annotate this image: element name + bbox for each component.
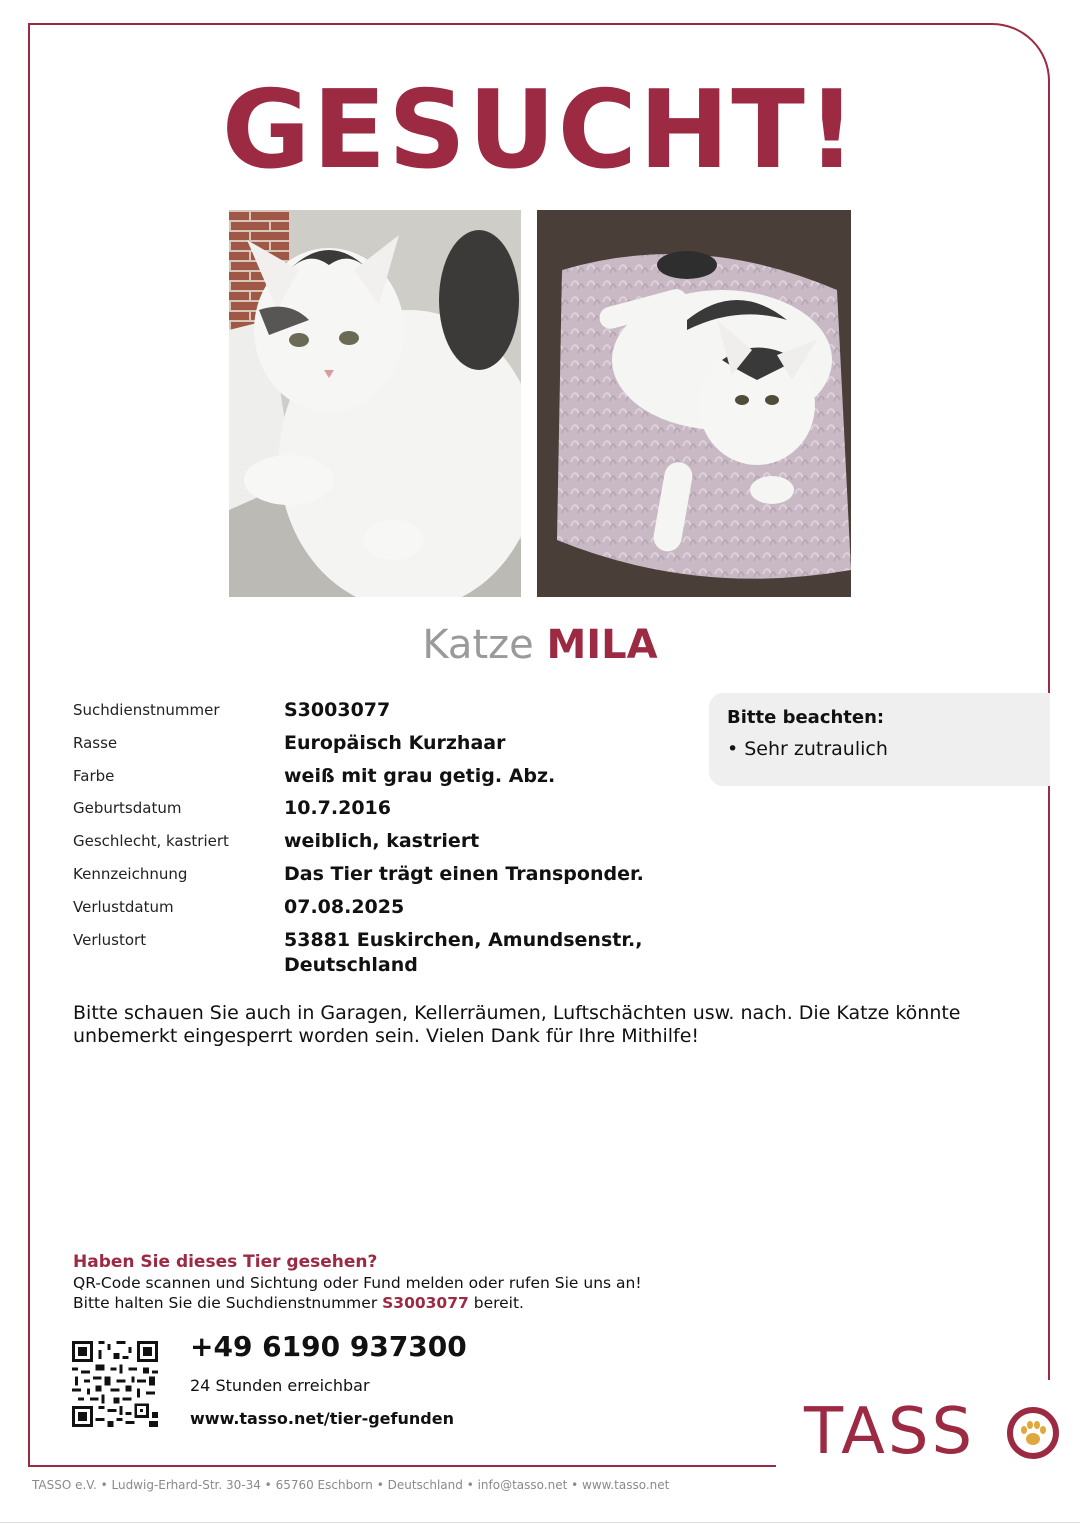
notice-title: Bitte beachten: — [727, 707, 885, 728]
website-link[interactable]: www.tasso.net/tier-gefunden — [190, 1409, 454, 1428]
detail-value — [284, 928, 642, 978]
detail-label: Rasse — [73, 734, 118, 752]
notice-box — [709, 693, 1050, 786]
detail-label: Kennzeichnung — [73, 865, 188, 883]
pet-name: MILA — [546, 622, 658, 668]
poster-frame-bottom — [28, 1465, 776, 1467]
detail-value: 10.7.2016 — [284, 797, 391, 819]
cta-search-number: S3003077 — [382, 1294, 469, 1313]
cta-line — [73, 1293, 773, 1313]
pet-species: Katze — [422, 622, 534, 668]
detail-label: Suchdienstnummer — [73, 701, 220, 719]
detail-value: weiblich, kastriert — [284, 830, 480, 852]
detail-value-line: Deutschland — [284, 954, 418, 977]
cta-line-prefix: Bitte halten Sie die Suchdienstnummer — [73, 1294, 378, 1313]
pet-title — [0, 621, 1080, 669]
detail-value: Das Tier trägt einen Transponder. — [284, 863, 644, 885]
cat-photo-window — [229, 210, 521, 597]
cta-line-suffix: bereit. — [473, 1294, 524, 1313]
call-to-action — [73, 1252, 773, 1314]
description-line: unbemerkt eingesperrt worden sein. Vielen Dank für Ihre Mithilfe! — [73, 1025, 700, 1048]
page-divider — [0, 1522, 1080, 1523]
description-line: Bitte schauen Sie auch in Garagen, Kellerräumen, Luftschächten usw. nach. Die Katze könnte — [73, 1002, 961, 1024]
description-text — [73, 1002, 973, 1048]
detail-label: Verlustort — [73, 931, 147, 949]
availability-text: 24 Stunden erreichbar — [190, 1376, 370, 1395]
detail-value-line: 53881 Euskirchen, Amundsenstr., — [284, 929, 643, 951]
detail-label: Geschlecht, kastriert — [73, 832, 229, 850]
paw-circle-icon — [1006, 1406, 1060, 1460]
cta-title: Haben Sie dieses Tier gesehen? — [73, 1252, 378, 1272]
detail-value: 07.08.2025 — [284, 896, 405, 918]
detail-label: Verlustdatum — [73, 898, 174, 916]
logo-wordmark: TASS — [804, 1395, 976, 1469]
cta-line: QR-Code scannen und Sichtung oder Fund melden oder rufen Sie uns an! — [73, 1274, 642, 1293]
detail-value: weiß mit grau getig. Abz. — [284, 765, 556, 787]
notice-item: • Sehr zutraulich — [727, 738, 888, 760]
qr-code-icon[interactable] — [72, 1341, 158, 1427]
detail-label: Geburtsdatum — [73, 799, 182, 817]
detail-label: Farbe — [73, 767, 115, 785]
detail-value: S3003077 — [284, 699, 391, 721]
phone-number[interactable]: +49 6190 937300 — [190, 1330, 467, 1363]
poster-headline: GESUCHT! — [221, 68, 859, 193]
detail-value: Europäisch Kurzhaar — [284, 732, 506, 754]
footer-address: TASSO e.V. • Ludwig-Erhard-Str. 30-34 • 65760 Eschborn • Deutschland • info@tasso.net • www.tasso.net — [32, 1478, 670, 1492]
cat-photo-blanket — [537, 210, 851, 597]
